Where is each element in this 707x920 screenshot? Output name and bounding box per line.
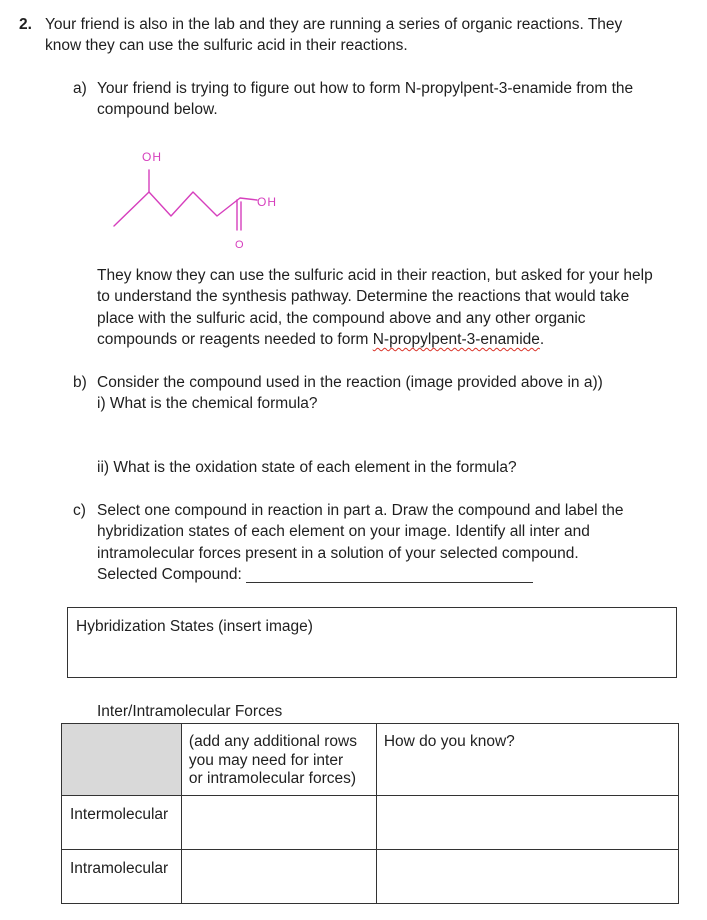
intermolecular-how-cell[interactable] xyxy=(376,796,678,850)
part-a-body-line-4 xyxy=(97,329,544,351)
forces-table-header-row xyxy=(62,724,679,796)
selected-compound-blank[interactable] xyxy=(246,566,533,583)
hydroxyl-label-acid: OH xyxy=(257,195,277,209)
part-a-line-1: Your friend is trying to figure out how to form N-propylpent-3-enamide from the xyxy=(97,80,634,97)
row-label-intramolecular: Intramolecular xyxy=(70,860,169,877)
row-label-cell xyxy=(62,850,182,904)
intramolecular-forces-cell[interactable] xyxy=(181,850,376,904)
selected-compound-label: Selected Compound: xyxy=(97,566,242,583)
header-instructions-line-1: (add any additional rows xyxy=(188,733,357,750)
intramolecular-how-cell[interactable] xyxy=(376,850,678,904)
header-instructions-cell[interactable] xyxy=(181,724,376,796)
part-a-marker: a) xyxy=(73,80,87,97)
header-how-label: How do you know? xyxy=(383,733,515,750)
question-intro-line-2: know they can use the sulfuric acid in their reactions. xyxy=(45,37,408,54)
part-b-question-1: i) What is the chemical formula? xyxy=(97,395,318,412)
carbonyl-oxygen-label: O xyxy=(235,239,244,251)
part-a-body-line-1: They know they can use the sulfuric acid in their reaction, but asked for your help xyxy=(97,267,653,284)
compound-structure-drawing xyxy=(105,140,285,255)
question-intro-line-1: Your friend is also in the lab and they are running a series of organic reactions. They xyxy=(45,16,623,33)
target-compound-name: N-propylpent-3-enamide xyxy=(372,331,540,348)
part-a-body-line-4-suffix: . xyxy=(539,331,545,348)
table-row xyxy=(62,850,679,904)
question-number: 2. xyxy=(19,16,32,33)
hybridization-box-label: Hybridization States (insert image) xyxy=(76,618,313,635)
part-a-body-line-4-prefix: compounds or reagents needed to form xyxy=(97,331,373,348)
part-c-line-2: hybridization states of each element on your image. Identify all inter and xyxy=(97,523,590,540)
part-c-line-1: Select one compound in reaction in part a. Draw the compound and label the xyxy=(97,502,624,519)
header-instructions-line-3: or intramolecular forces) xyxy=(188,770,357,787)
header-how-cell[interactable] xyxy=(376,724,678,796)
part-a-body-line-2: to understand the synthesis pathway. Determine the reactions that would take xyxy=(97,288,630,305)
part-b-marker: b) xyxy=(73,374,87,391)
carbon-chain xyxy=(114,192,257,226)
part-a-body-line-3: place with the sulfuric acid, the compound above and any other organic xyxy=(97,310,586,327)
row-label-cell xyxy=(62,796,182,850)
intermolecular-forces-cell[interactable] xyxy=(181,796,376,850)
hybridization-states-box[interactable] xyxy=(67,607,677,678)
header-instructions-line-2: you may need for inter xyxy=(188,751,344,769)
header-empty-cell xyxy=(62,724,182,796)
selected-compound-row xyxy=(97,564,533,586)
part-a-line-2: compound below. xyxy=(97,101,218,118)
part-c-line-3: intramolecular forces present in a solution of your selected compound. xyxy=(97,545,579,562)
skeletal-formula-svg xyxy=(105,140,285,255)
forces-table-caption: Inter/Intramolecular Forces xyxy=(97,703,283,720)
part-c-marker: c) xyxy=(73,502,86,519)
table-row xyxy=(62,796,679,850)
row-label-intermolecular: Intermolecular xyxy=(70,806,169,823)
part-b-line-1: Consider the compound used in the reaction (image provided above in a)) xyxy=(97,374,603,391)
part-b-question-2: ii) What is the oxidation state of each element in the formula? xyxy=(97,459,517,476)
hydroxyl-label-top: OH xyxy=(142,150,162,164)
forces-table xyxy=(61,723,679,904)
